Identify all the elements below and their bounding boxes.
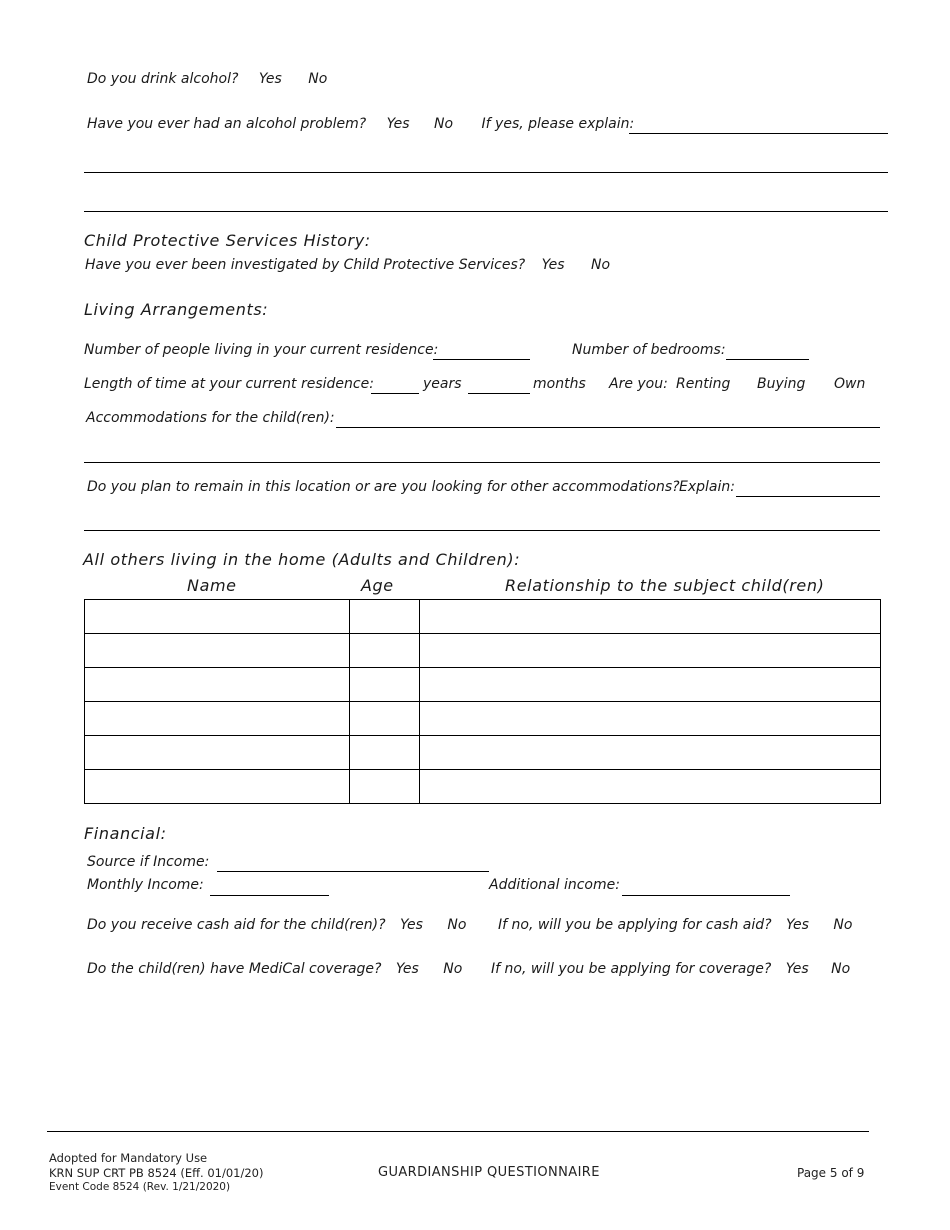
age-cell[interactable] (350, 668, 420, 702)
plan-explain-field[interactable] (736, 496, 880, 497)
num-people-field[interactable] (433, 359, 530, 360)
table-row (85, 600, 881, 634)
no-option[interactable]: No (831, 961, 851, 977)
months-field[interactable] (468, 393, 530, 394)
years-label: years (423, 376, 462, 392)
no-option[interactable]: No (434, 116, 454, 132)
no-option[interactable]: No (308, 71, 328, 87)
own-option[interactable]: Own (834, 376, 866, 392)
length-label: Length of time at your current residence: (84, 376, 374, 392)
plan-explain-line-2[interactable] (84, 530, 880, 531)
name-cell[interactable] (85, 634, 350, 668)
relationship-cell[interactable] (420, 702, 881, 736)
question-text: Do the child(ren) have MediCal coverage? (87, 961, 382, 977)
question-text: Have you ever been investigated by Child Protective Services? (85, 257, 526, 273)
age-cell[interactable] (350, 702, 420, 736)
table-row (85, 736, 881, 770)
medical-followup (491, 961, 850, 977)
footer-divider (47, 1131, 869, 1132)
num-people-label: Number of people living in your current residence: (84, 342, 439, 358)
name-cell[interactable] (85, 702, 350, 736)
age-cell[interactable] (350, 770, 420, 804)
footer-page-number: Page 5 of 9 (797, 1166, 865, 1180)
cps-heading: Child Protective Services History: (84, 231, 371, 250)
no-option[interactable]: No (447, 917, 467, 933)
relationship-cell[interactable] (420, 634, 881, 668)
table-row (85, 634, 881, 668)
household-table (84, 599, 881, 804)
name-cell[interactable] (85, 668, 350, 702)
no-option[interactable]: No (833, 917, 853, 933)
name-cell[interactable] (85, 736, 350, 770)
renting-option[interactable]: Renting (676, 376, 731, 392)
age-cell[interactable] (350, 736, 420, 770)
footer-adopted: Adopted for Mandatory Use (49, 1151, 208, 1165)
table-row (85, 668, 881, 702)
explain-label: If yes, please explain: (481, 116, 635, 132)
relationship-cell[interactable] (420, 668, 881, 702)
name-cell[interactable] (85, 770, 350, 804)
source-income-field[interactable] (217, 871, 489, 872)
question-text: If no, will you be applying for coverage? (491, 961, 772, 977)
yes-option[interactable]: Yes (541, 257, 565, 273)
bedrooms-field[interactable] (726, 359, 809, 360)
relationship-cell[interactable] (420, 770, 881, 804)
age-cell[interactable] (350, 634, 420, 668)
relationship-cell[interactable] (420, 736, 881, 770)
no-option[interactable]: No (443, 961, 463, 977)
alcohol-problem-question (87, 116, 634, 132)
source-income-label: Source if Income: (87, 854, 210, 870)
bedrooms-label: Number of bedrooms: (572, 342, 726, 358)
question-text: Have you ever had an alcohol problem? (87, 116, 367, 132)
table-row (85, 770, 881, 804)
living-heading: Living Arrangements: (84, 300, 269, 319)
column-age-header: Age (361, 576, 394, 595)
relationship-cell[interactable] (420, 600, 881, 634)
financial-heading: Financial: (84, 824, 167, 843)
additional-income-label: Additional income: (489, 877, 620, 893)
column-relationship-header: Relationship to the subject child(ren) (505, 576, 825, 595)
alcohol-explain-field[interactable] (629, 133, 888, 134)
yes-option[interactable]: Yes (786, 917, 809, 933)
yes-option[interactable]: Yes (400, 917, 423, 933)
months-label: months (533, 376, 586, 392)
buying-option[interactable]: Buying (757, 376, 806, 392)
yes-option[interactable]: Yes (258, 71, 282, 87)
household-heading: All others living in the home (Adults and Children): (83, 550, 521, 569)
age-cell[interactable] (350, 600, 420, 634)
no-option[interactable]: No (591, 257, 611, 273)
question-text: If no, will you be applying for cash aid? (498, 917, 772, 933)
question-text: Do you drink alcohol? (87, 71, 239, 87)
cash-aid-followup (498, 917, 852, 933)
cps-question (85, 257, 610, 273)
footer-form-number: KRN SUP CRT PB 8524 (Eff. 01/01/20) (49, 1166, 264, 1180)
yes-option[interactable]: Yes (395, 961, 419, 977)
monthly-income-label: Monthly Income: (87, 877, 204, 893)
medical-question (87, 961, 462, 977)
footer-title: GUARDIANSHIP QUESTIONNAIRE (378, 1165, 600, 1180)
alcohol-explain-line-3[interactable] (84, 211, 888, 212)
footer-event-code: Event Code 8524 (Rev. 1/21/2020) (49, 1181, 231, 1193)
accommodations-line-2[interactable] (84, 462, 880, 463)
cash-aid-question (87, 917, 466, 933)
yes-option[interactable]: Yes (386, 116, 410, 132)
name-cell[interactable] (85, 600, 350, 634)
yes-option[interactable]: Yes (785, 961, 809, 977)
accommodations-field[interactable] (336, 427, 880, 428)
table-row (85, 702, 881, 736)
years-field[interactable] (371, 393, 419, 394)
plan-explain-label: Explain: (679, 479, 735, 495)
column-name-header: Name (187, 576, 237, 595)
accommodations-label: Accommodations for the child(ren): (86, 410, 335, 426)
additional-income-field[interactable] (622, 895, 790, 896)
monthly-income-field[interactable] (210, 895, 329, 896)
question-text: Do you receive cash aid for the child(ren)? (87, 917, 386, 933)
alcohol-drink-question (87, 71, 327, 87)
alcohol-explain-line-2[interactable] (84, 172, 888, 173)
are-you-label: Are you: (609, 376, 668, 392)
plan-question: Do you plan to remain in this location or are you looking for other accommodations? (87, 479, 680, 495)
